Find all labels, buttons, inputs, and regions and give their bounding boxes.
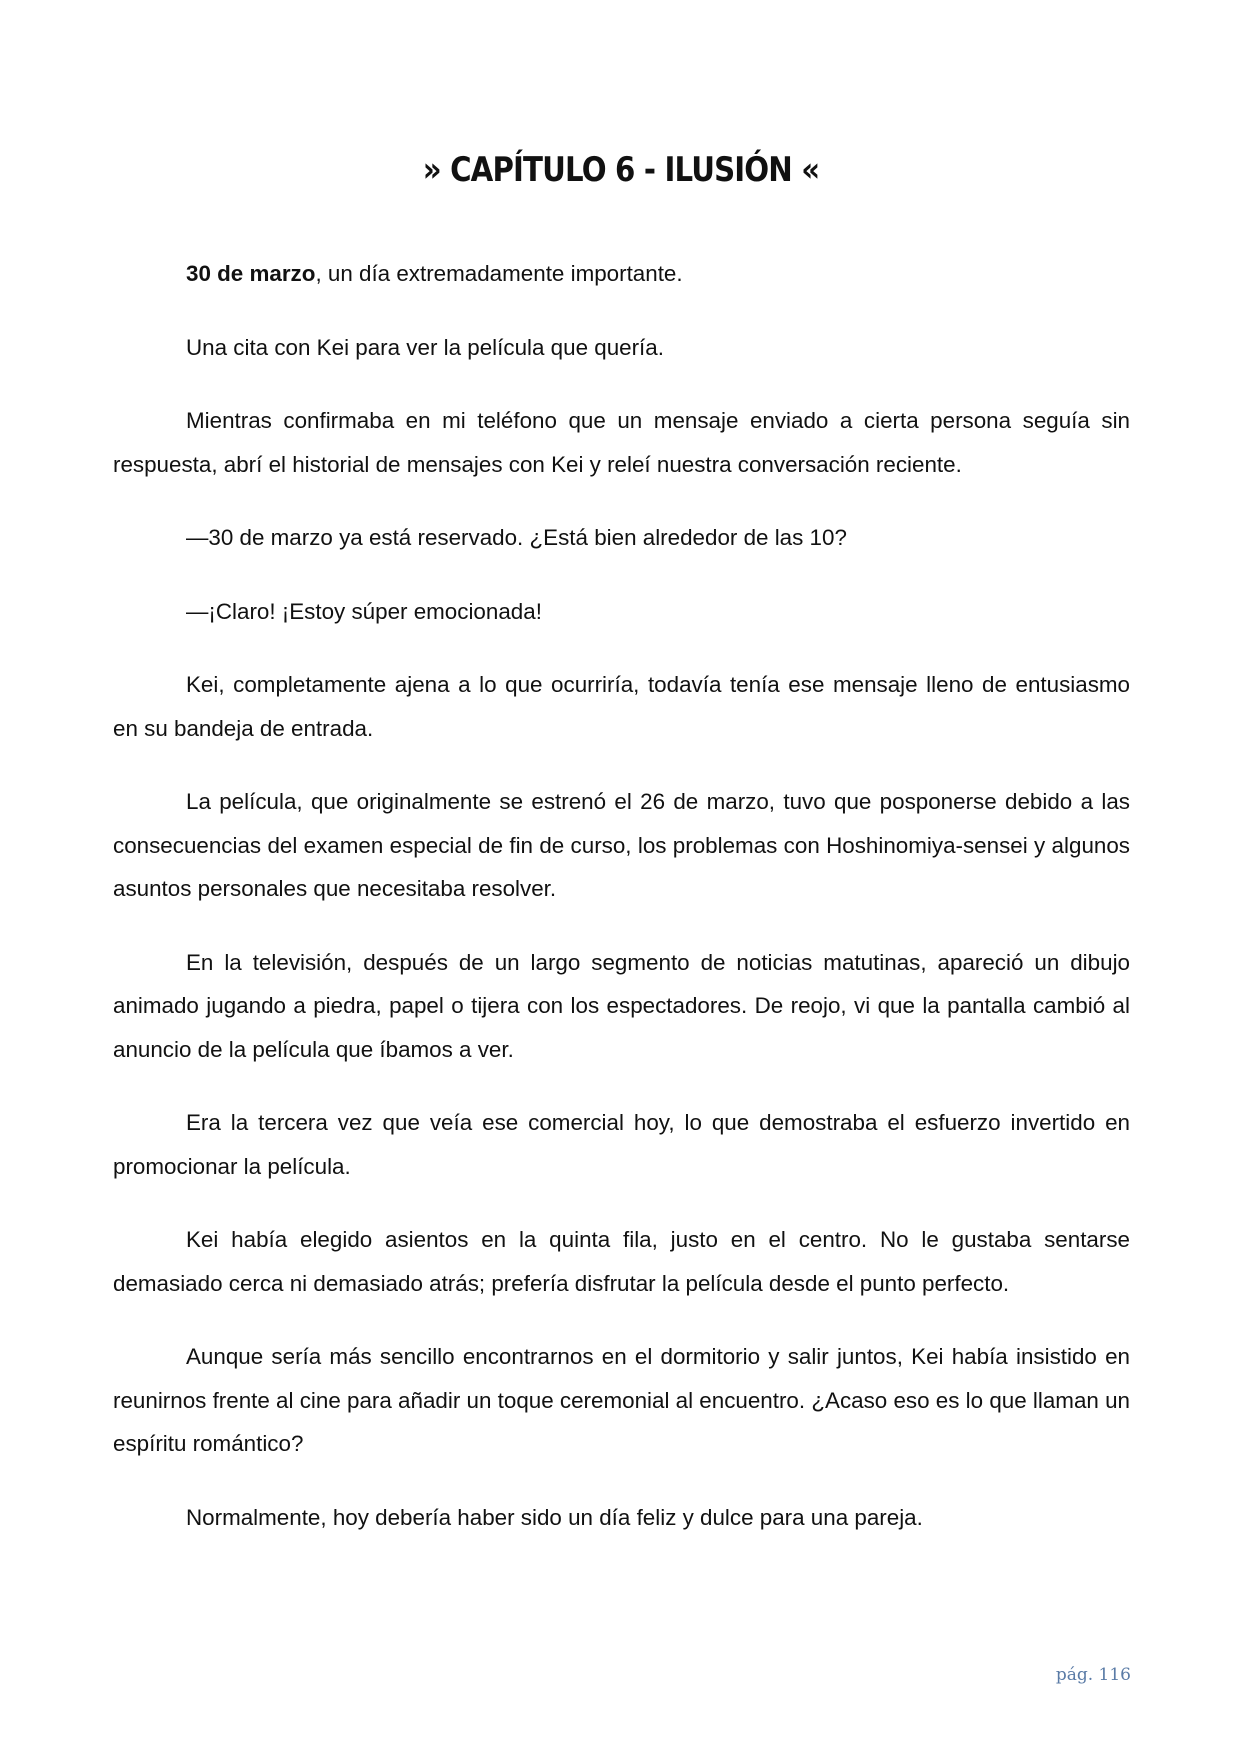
chapter-title: » CAPÍTULO 6 - ILUSIÓN « (422, 150, 820, 190)
dialogue-line: —30 de marzo ya está reservado. ¿Está bien alrededor de las 10? (186, 525, 847, 550)
dialogue-line: —¡Claro! ¡Estoy súper emocionada! (186, 598, 542, 624)
paragraph-text: , un día extremadamente importante. (315, 261, 683, 286)
paragraph: Aunque sería más sencillo encontrarnos en el dormitorio y salir juntos, Kei había insistido en reunirnos frente al cine para añadir un toque ceremonial al encuentro. ¿Acaso eso es lo que llaman un espíritu romántico? (113, 1344, 1130, 1456)
body-text (113, 252, 1130, 1569)
paragraph: La película, que originalmente se estrenó el 26 de marzo, tuvo que posponerse debido a las consecuencias del examen especial de fin de curso, los problemas con Hoshinomiya-sensei y algunos asuntos personales que necesitaba resolver. (113, 789, 1130, 901)
paragraph (113, 252, 1130, 296)
paragraph: En la televisión, después de un largo segmento de noticias matutinas, apareció un dibujo animado jugando a piedra, papel o tijera con los espectadores. De reojo, vi que la pantalla cambió al anuncio de la película que íbamos a ver. (113, 949, 1130, 1062)
paragraph: Kei había elegido asientos en la quinta fila, justo en el centro. No le gustaba sentarse demasiado cerca ni demasiado atrás; prefería disfrutar la película desde el punto perfecto. (113, 1227, 1130, 1296)
paragraph: Normalmente, hoy debería haber sido un día feliz y dulce para una pareja. (186, 1504, 923, 1530)
paragraph: Mientras confirmaba en mi teléfono que un mensaje enviado a cierta persona seguía sin respuesta, abrí el historial de mensajes con Kei y releí nuestra conversación reciente. (113, 408, 1130, 477)
paragraph: Una cita con Kei para ver la película que quería. (186, 334, 664, 360)
paragraph: Kei, completamente ajena a lo que ocurriría, todavía tenía ese mensaje lleno de entusiasmo en su bandeja de entrada. (113, 672, 1130, 741)
paragraph: Era la tercera vez que veía ese comercial hoy, lo que demostraba el esfuerzo invertido en promocionar la película. (113, 1110, 1130, 1179)
page-number: pág. 116 (1055, 1665, 1131, 1685)
bold-date: 30 de marzo (186, 261, 316, 286)
